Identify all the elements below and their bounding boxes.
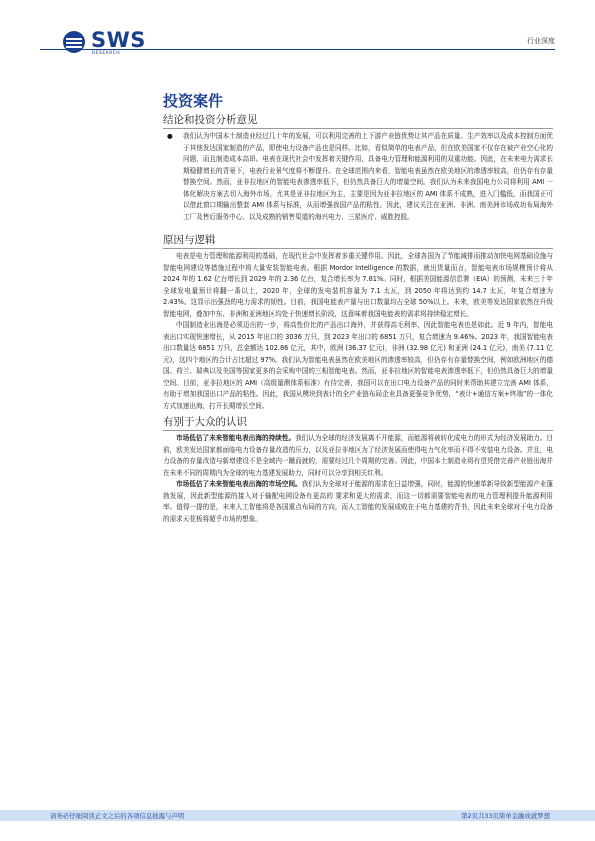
difference-paragraph-2 xyxy=(163,479,553,525)
section-heading-difference: 有别于大众的认识 xyxy=(163,416,247,428)
header-divider xyxy=(40,49,555,50)
report-type: 行业深度 xyxy=(527,37,555,45)
conclusion-text: 我们认为中国本土制造业经过几十年的发展，可以利用完善的上下游产业链优势让其产品在质量、生产效率以及成本控制方面优于其他发达国家制造的产品，即使电力设备产品也是同样。比如，看似简单的电表产品，但在欧美国家不仅存在被产业空心化的问题，而且制造成本高昂。电表在现代社会中发挥着关键作用，具备电力管理和能源利用的双重功能。因此，在未来电力需求长期稳健增长的背景下，电表行业景气度将不断提升。在全球范围内来看，智能电表虽然在欧美地区的渗透率较高，但仍存有存量替换空间。然而，亚非拉地区的智能电表渗透率低下，但仍然具备巨大的增量空间。我们认为未来我国电力公司将利用 AMI 一体化解决方案去切入海外市场，尤其是亚非拉地区为主，主要是因为亚非拉地区的 AMI 体系不成熟，进入门槛低，而我国正可以借此窗口期输出整套 AMI 体系与标准，从而增强我国产品的粘性。因此，建议关注在亚洲、非洲、南美洲市场成功布局海外工厂及售后服务中心、以及成熟的销售渠道的海兴电力、三星医疗、威胜控股。 xyxy=(183,132,553,221)
logo-subtext: RESEARCH xyxy=(92,51,121,56)
section-heading-conclusion: 结论和投资分析意见 xyxy=(163,114,258,126)
footer-disclaimer: 请务必仔细阅读正文之后的各项信息披露与声明 xyxy=(50,812,185,820)
footer-page-info: 第2页共33页简单金融成就梦想 xyxy=(461,812,550,820)
section-divider xyxy=(163,430,553,431)
difference-2-lead: 市场低估了未来智能电表出海的市场空间。 xyxy=(176,480,302,488)
section-heading-reasons: 原因与逻辑 xyxy=(163,234,216,246)
bullet-icon: ● xyxy=(167,132,173,140)
reasons-paragraph-2: 中国制造业出海是必须迈出的一步，将高性价比的产品出口海外，并获得高毛利率，因此智能电表也是如此。近 9 年内，智能电表出口实现快速增长，从 2015 年出口的 3036 万只，到 2023 年出口的 6851 万只，复合增速为 9.46%。2023 年，我国智能电表出口数量达 6851 万只，总金额达 102.86 亿元，其中，欧洲 (36.37 亿元)，非洲 (32.98 亿元) 和亚洲 (24.1 亿元)，南美 (7.11 亿元)，这四个地区的合计占比超过 97%。我们认为智能电表虽然在欧美地区的渗透率较高，但仍存有存量替换空间，例如欧洲地区的德国、荷兰、瑞典以及美国等国家更多的会采购中国的三相智能电表。然而，亚非拉地区的智能电表渗透率低下，但仍然具备巨大的增量空间。目前，亚非拉地区的 AMI（高级量测体系标准）有待完善，我国可以在出口电力设备产品的同时来帮助其建立完善 AMI 体系，有助于增加我国出口产品的粘性。因此，我国从模块到表计的全产业链布局企业具备更强竞争优势，“表计+通信方案+终端”的一体化方式加速出海，打开长期增长空间。 xyxy=(163,321,553,410)
section-divider xyxy=(163,128,553,129)
logo-text: SWS xyxy=(91,28,146,52)
page-title: 投资案件 xyxy=(163,92,224,110)
main-content xyxy=(163,113,553,525)
difference-1-body: 我们认为全球的经济发展离不开能源，而能源将被转化成电力的形式为经济发展助力。目前，欧美发达国家都面临电力设备存量改造的压力，以及亚拉非地区为了经济发展而使得电力气化率而不得不安装电力设备。并且，电力设备的存量改造与新增建设不是全域内一蹴而就的，需要经过几个周期的完善。因此，中国本土制造业将有望凭借完善产业链出海并在未来不同的周期内为全球的电力基建发展助力，同时可以分享到相关红利。 xyxy=(163,434,554,477)
section-divider xyxy=(163,248,553,249)
difference-2-body: 我们认为全球对于能源的需求在日益增强，同时，能源的快速革新导致新型能源产业蓬勃发展，因此新型能源的接入对于输配电网设备有更高的 要求和更大的需求，而这一切都需要智能电表的电力管理利提升能源利用率。值得一提的是，未来人工智能将是各国重点布局的方向，而人工智能的发展成败在于电力基建的背书，因此未来全球对于电力设备的需求天花板将超乎市场的想象。 xyxy=(163,480,554,523)
difference-1-lead: 市场低估了未来智能电表出海的持续性。 xyxy=(176,434,296,442)
sws-logo-icon xyxy=(62,30,86,54)
difference-paragraph-1 xyxy=(163,433,553,479)
reasons-paragraph-1: 电表是电力管理和能源利用的基础，在现代社会中发挥着多重关键作用。因此，全球各国为了节能减排而推动加快电网基础设施与智能电网建设等措施过程中将大量安装智能电表。根据 Mordor Intelligence 的数据，就出货量而言，智能电表市场规模预计将从 2024 年的 1.62 亿台增长到 2029 年的 2.36 亿台，复合增长率为 7.81%。同时，根据美国能源信息署（EIA）的预测，未来三十年全球发电量预计将翻一番以上，2020 年，全球的发电装机容量为 7.1 太瓦，到 2050 年将达到约 14.7 太瓦，年复合增速为 2.43%。这显示出强劲的电力需求的韧性。目前，我国电能表产量与出口数量均占全球 50%以上。未来，欧美等发达国家依然在升级智能电网，叠加中东、非洲和亚洲地区均处于快速增长阶段，这意味着我国电能表的需求将持续稳定增长。 xyxy=(163,252,553,318)
logo xyxy=(62,26,146,60)
conclusion-bullet xyxy=(163,131,553,223)
